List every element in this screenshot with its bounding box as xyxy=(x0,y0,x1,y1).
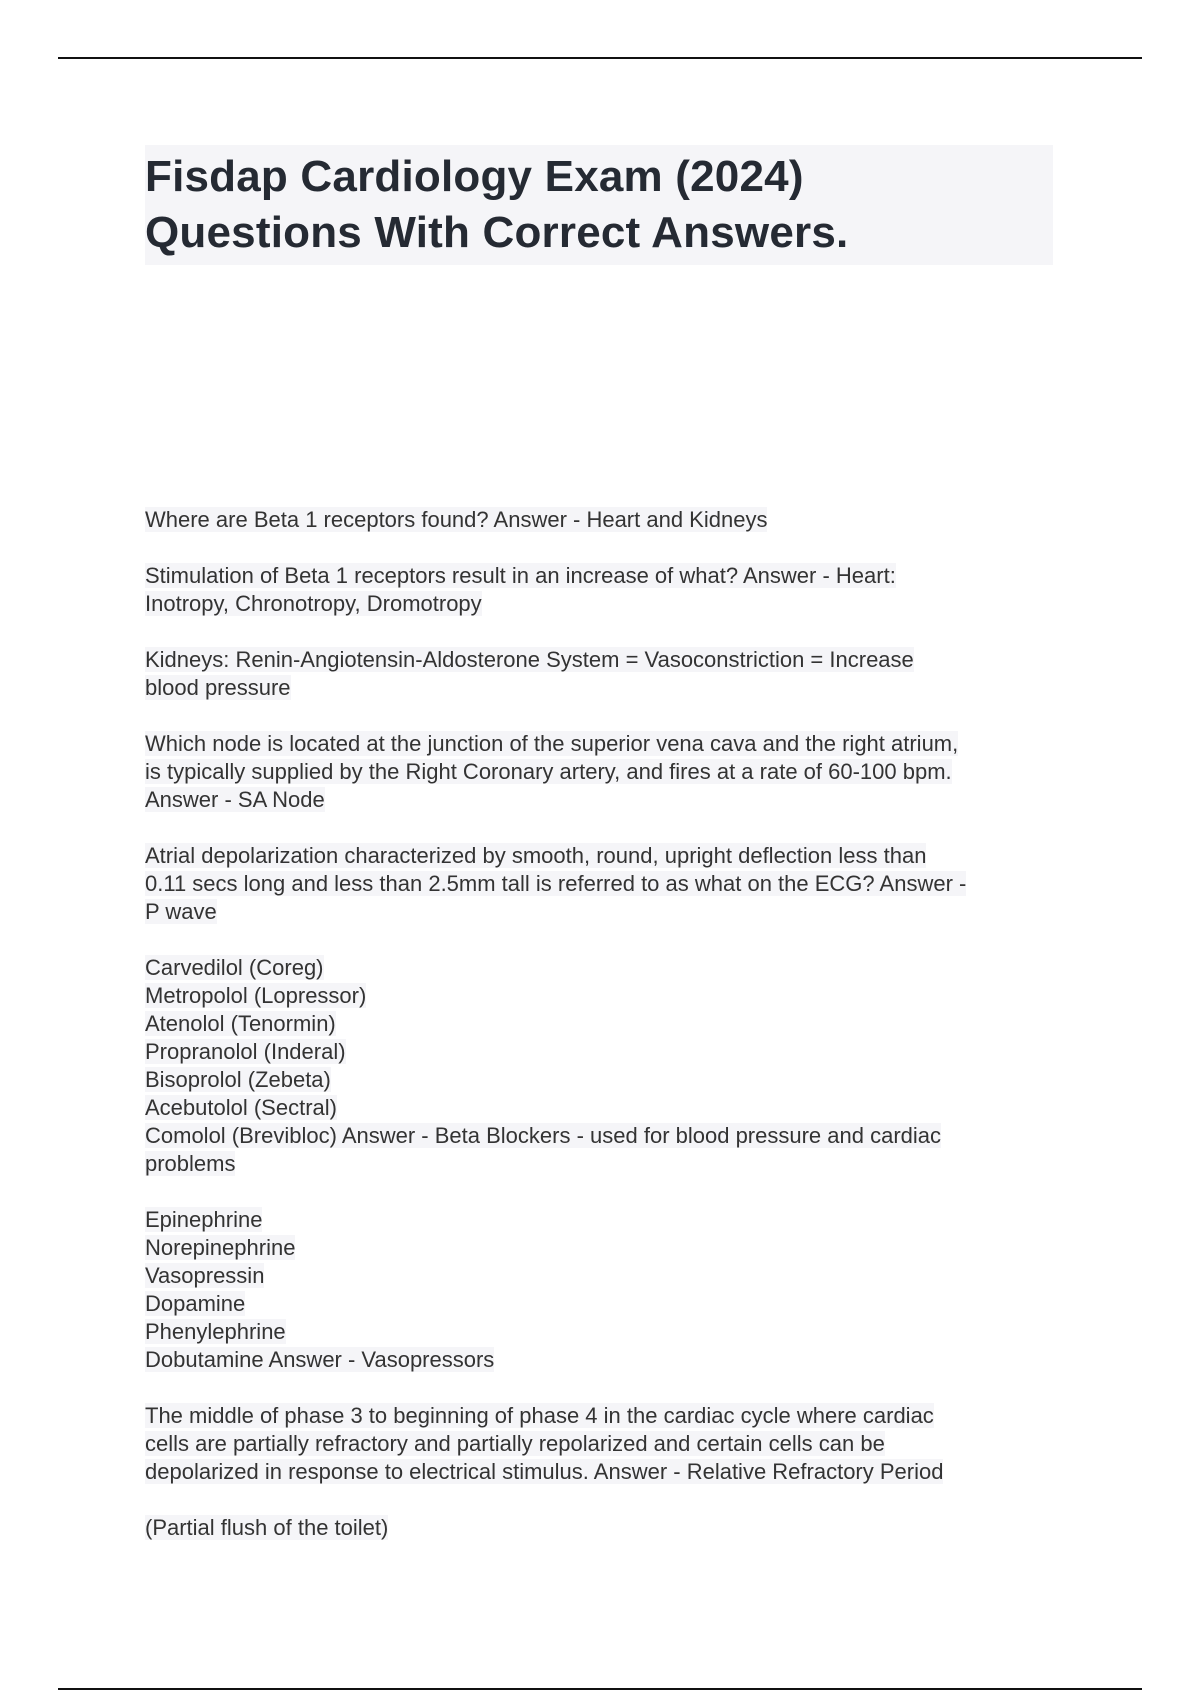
text-line: (Partial flush of the toilet) xyxy=(145,1515,389,1540)
text-line: Inotropy, Chronotropy, Dromotropy xyxy=(145,591,482,616)
text-line: blood pressure xyxy=(145,675,291,700)
paragraph-kidneys-raas xyxy=(145,646,1075,702)
text-line: Norepinephrine xyxy=(145,1235,296,1260)
text-line: Carvedilol (Coreg) xyxy=(145,955,324,980)
text-line: Bisoprolol (Zebeta) xyxy=(145,1067,331,1092)
paragraph-p-wave xyxy=(145,842,1075,926)
text-line: Vasopressin xyxy=(145,1263,265,1288)
text-line: Propranolol (Inderal) xyxy=(145,1039,346,1064)
paragraph-beta-blockers xyxy=(145,954,1075,1178)
text-line: Where are Beta 1 receptors found? Answer - Heart and Kidneys xyxy=(145,507,768,532)
text-line: Stimulation of Beta 1 receptors result in an increase of what? Answer - Heart: xyxy=(145,563,896,588)
text-line: Dobutamine Answer - Vasopressors xyxy=(145,1347,495,1372)
text-line: P wave xyxy=(145,899,217,924)
text-line: Comolol (Brevibloc) Answer - Beta Blockers - used for blood pressure and cardiac xyxy=(145,1123,942,1148)
paragraph-relative-refractory xyxy=(145,1402,1075,1486)
document-body xyxy=(145,506,1075,1570)
text-line: Atrial depolarization characterized by smooth, round, upright deflection less than xyxy=(145,843,927,868)
text-line: problems xyxy=(145,1151,236,1176)
paragraph-beta1-location xyxy=(145,506,1075,534)
text-line: Atenolol (Tenormin) xyxy=(145,1011,336,1036)
document-title xyxy=(145,145,1053,265)
paragraph-beta1-stimulation xyxy=(145,562,1075,618)
text-line: 0.11 secs long and less than 2.5mm tall is referred to as what on the ECG? Answer - xyxy=(145,871,967,896)
top-rule xyxy=(58,57,1142,59)
title-line-1: Fisdap Cardiology Exam (2024) xyxy=(145,152,804,201)
title-line-2: Questions With Correct Answers. xyxy=(145,208,849,257)
text-line: Metropolol (Lopressor) xyxy=(145,983,367,1008)
paragraph-vasopressors xyxy=(145,1206,1075,1374)
text-line: Epinephrine xyxy=(145,1207,263,1232)
text-line: Which node is located at the junction of the superior vena cava and the right atrium, xyxy=(145,731,959,756)
text-line: is typically supplied by the Right Coronary artery, and fires at a rate of 60-100 bpm. xyxy=(145,759,952,784)
bottom-rule xyxy=(58,1688,1142,1690)
text-line: The middle of phase 3 to beginning of phase 4 in the cardiac cycle where cardiac xyxy=(145,1403,934,1428)
paragraph-partial-flush xyxy=(145,1514,1075,1542)
text-line: Answer - SA Node xyxy=(145,787,325,812)
text-line: Dopamine xyxy=(145,1291,246,1316)
text-line: cells are partially refractory and partially repolarized and certain cells can be xyxy=(145,1431,885,1456)
text-line: Kidneys: Renin-Angiotensin-Aldosterone System = Vasoconstriction = Increase xyxy=(145,647,914,672)
text-line: Acebutolol (Sectral) xyxy=(145,1095,337,1120)
paragraph-sa-node xyxy=(145,730,1075,814)
text-line: Phenylephrine xyxy=(145,1319,286,1344)
text-line: depolarized in response to electrical stimulus. Answer - Relative Refractory Period xyxy=(145,1459,944,1484)
